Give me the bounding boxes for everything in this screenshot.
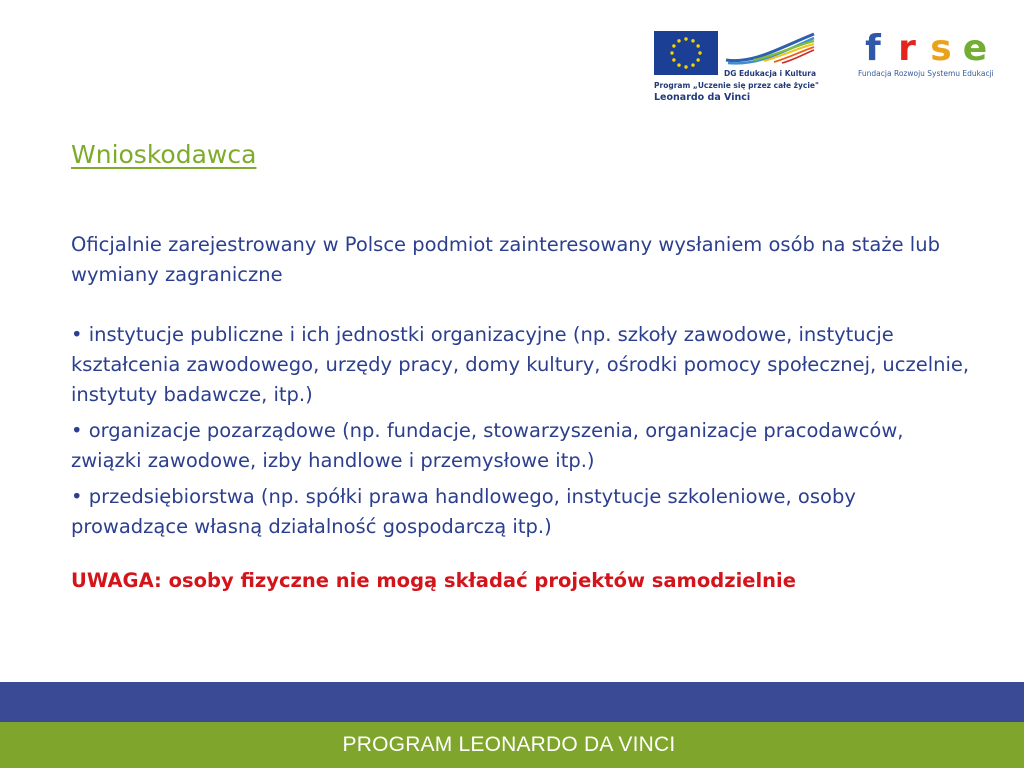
eu-star-icon [672, 44, 675, 47]
eu-star-icon [684, 37, 687, 40]
eu-star-icon [696, 44, 699, 47]
bullet-public-institutions: • instytucje publiczne i ich jednostki organizacyjne (np. szkoły zawodowe, instytucje kształcenia zawodowego, urzędy pracy, domy kultury, ośrodki pomocy społecznej, uczelnie, instytuty badawcze, itp.) [71, 323, 970, 406]
frse-letters-icon [856, 30, 996, 66]
frse-letter: e [962, 30, 988, 66]
eu-star-icon [677, 39, 680, 42]
footer-blue-bar [0, 682, 1024, 722]
frse-subtitle: Fundacja Rozwoju Systemu Edukacji [858, 69, 994, 78]
eu-star-icon [684, 65, 687, 68]
eu-star-icon [672, 58, 675, 61]
intro-text: Oficjalnie zarejestrowany w Polsce podmiot zainteresowany wysłaniem osób na staże lub wymiany zagraniczne [71, 233, 940, 286]
eu-star-icon [677, 63, 680, 66]
footer-program-name: PROGRAM LEONARDO DA VINCI [342, 733, 676, 756]
eu-star-icon [691, 63, 694, 66]
frse-logo [856, 28, 1000, 88]
eu-star-icon [698, 51, 701, 54]
rainbow-swoosh-icon [724, 30, 816, 70]
eu-logo-line3: Leonardo da Vinci [654, 92, 751, 103]
eu-flag-icon [654, 31, 718, 75]
footer-green-bar [0, 722, 1024, 768]
frse-letter: f [865, 30, 881, 66]
warning-text: UWAGA: osoby fizyczne nie mogą składać projektów samodzielnie [71, 569, 796, 592]
bullet-ngos: • organizacje pozarządowe (np. fundacje, stowarzyszenia, organizacje pracodawców, związki zawodowe, izby handlowe i przemysłowe itp.) [71, 419, 904, 472]
frse-letter: s [930, 30, 952, 66]
slide-body [71, 230, 971, 596]
slide-title: Wnioskodawca [71, 140, 257, 169]
eu-logo-line2: Program „Uczenie się przez całe życie" [654, 81, 819, 90]
bullet-enterprises: • przedsiębiorstwa (np. spółki prawa handlowego, instytucje szkoleniowe, osoby prowadzące własną działalność gospodarczą itp.) [71, 485, 856, 538]
header-logos [650, 28, 1000, 108]
eu-logo-line1: DG Edukacja i Kultura [724, 69, 817, 78]
eu-star-icon [696, 58, 699, 61]
eu-leonardo-logo [650, 28, 830, 108]
eu-star-icon [691, 39, 694, 42]
eu-star-icon [670, 51, 673, 54]
frse-letter: r [898, 30, 916, 66]
